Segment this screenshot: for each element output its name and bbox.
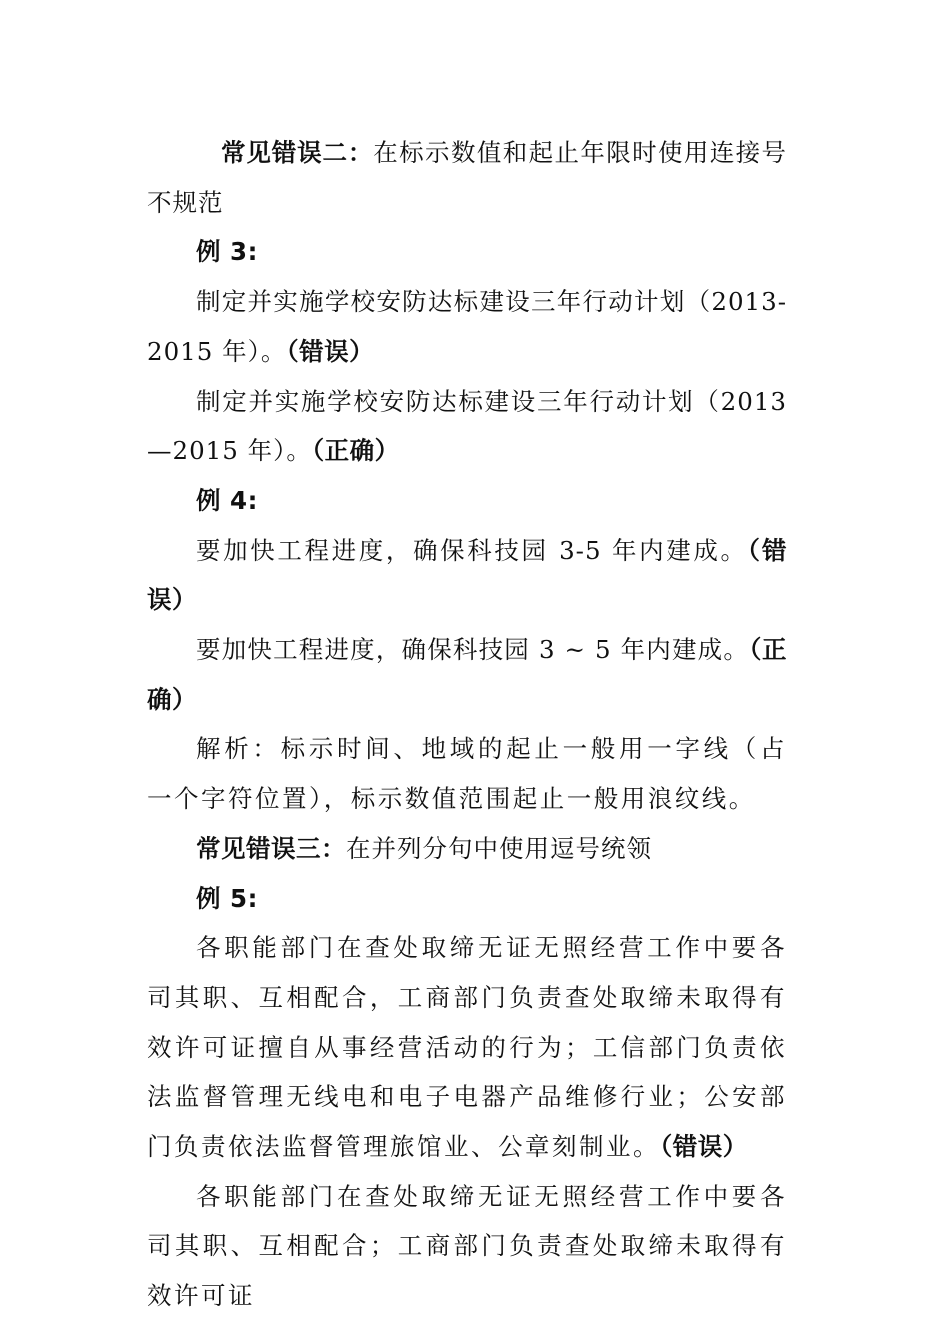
example-4-wrong-text: 要加快工程进度，确保科技园 3-5 年内建成。: [196, 535, 748, 565]
section-heading-error-three: [147, 824, 787, 874]
example-3-right-tag: （正确）: [311, 436, 400, 466]
example-4-label-paragraph: [147, 476, 787, 526]
error-two-bold-label: 常见错误二：: [221, 138, 374, 167]
section-heading-error-two: [147, 128, 787, 227]
example-3-wrong-paragraph: [147, 277, 787, 376]
example-3-label-paragraph: [147, 227, 787, 277]
example-5-right-paragraph: [147, 1172, 787, 1321]
error-three-bold-label: 常见错误三：: [196, 833, 346, 863]
example-4-label: 例 4:: [196, 485, 258, 515]
example-5-wrong-text: 各职能部门在查处取缔无证无照经营工作中要各司其职、互相配合，工商部门负责查处取缔未取得有效许可证擅自从事经营活动的行为；工信部门负责依法监督管理无线电和电子电器产品维修行业；公安部门负责依法监督管理旅馆业、公章刻制业。: [147, 933, 787, 1162]
example-5-right-text: 各职能部门在查处取缔无证无照经营工作中要各司其职、互相配合；工商部门负责查处取缔未取得有效许可证: [147, 1181, 787, 1311]
example-5-wrong-paragraph: [147, 923, 787, 1172]
analysis-paragraph: 解析：标示时间、地域的起止一般用一字线（占一个字符位置），标示数值范围起止一般用浪纹线。: [147, 734, 787, 814]
example-4-right-text: 要加快工程进度，确保科技园 3 ~ 5 年内建成。: [196, 635, 750, 665]
example-3-right-paragraph: [147, 377, 787, 476]
example-3-wrong-text: 制定并实施学校安防达标建设三年行动计划（2013-2015 年）。: [147, 287, 787, 366]
error-three-description: 在并列分句中使用逗号统领: [346, 833, 652, 863]
example-5-wrong-tag: （错误）: [660, 1132, 748, 1162]
example-5-label: 例 5:: [196, 883, 258, 913]
example-3-label: 例 3:: [196, 237, 258, 267]
example-4-wrong-tag: （错误）: [147, 535, 788, 615]
example-3-wrong-tag: （错误）: [286, 336, 375, 366]
document-page: [147, 128, 787, 1321]
error-two-description: 在标示数值和起止年限时使用连接号不规范: [147, 138, 788, 217]
example-4-wrong-paragraph: [147, 526, 787, 625]
example-5-label-paragraph: [147, 874, 787, 924]
example-4-right-tag: （正确）: [147, 635, 788, 714]
example-4-right-paragraph: [147, 625, 787, 724]
example-3-right-text: 制定并实施学校安防达标建设三年行动计划（2013—2015 年）。: [147, 386, 787, 466]
